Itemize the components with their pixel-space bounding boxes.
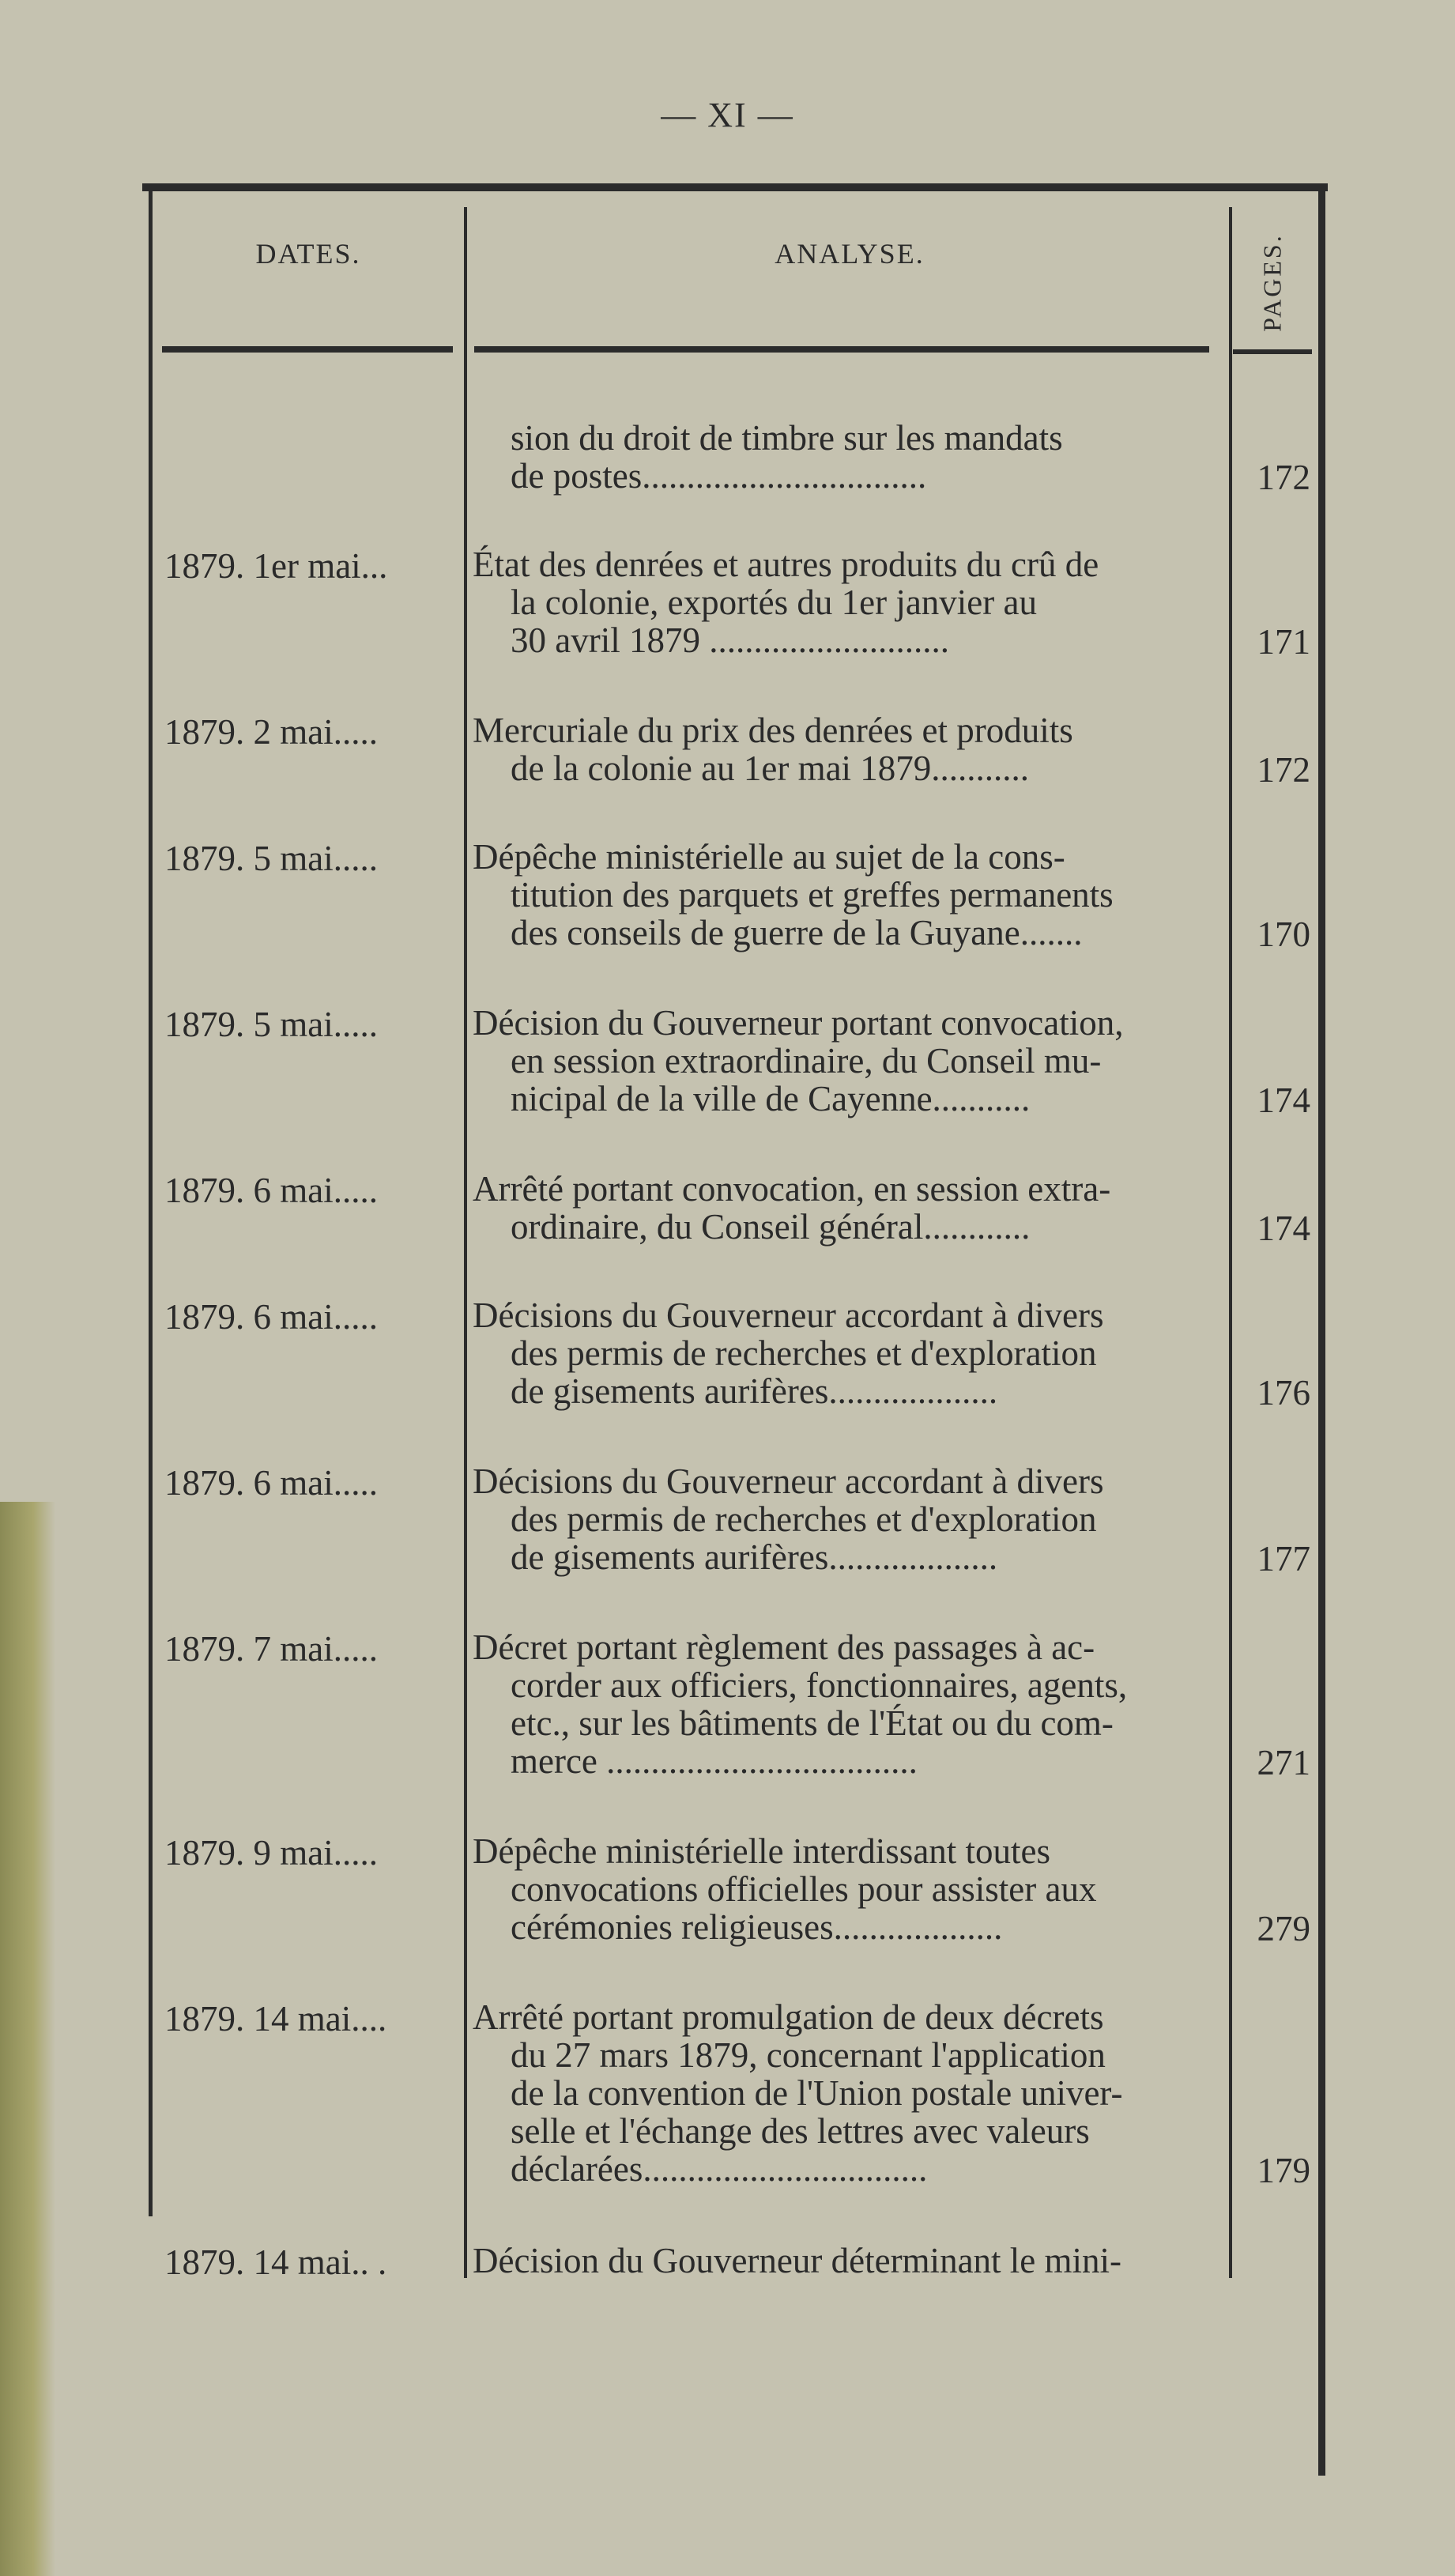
analysis-line: Décret portant règlement des passages à ac- (473, 1627, 1095, 1667)
entry-page: 279 (1257, 1909, 1310, 1948)
entry-analysis (473, 1004, 1216, 1118)
entry-analysis (473, 838, 1216, 952)
entry-date: 1879. 6 mai..... (164, 1463, 378, 1503)
analysis-line: Décisions du Gouverneur accordant à divers (473, 1296, 1104, 1335)
analysis-line: cérémonies religieuses................... (511, 1907, 1003, 1947)
analysis-line: selle et l'échange des lettres avec valeurs (511, 2111, 1090, 2151)
analysis-line: des permis de recherches et d'exploration (511, 1333, 1097, 1373)
column-divider-dates (464, 207, 467, 2278)
entry-analysis (473, 1832, 1216, 1946)
analysis-line: corder aux officiers, fonctionnaires, agents, (511, 1665, 1128, 1705)
header-analyse: ANALYSE. (775, 238, 925, 270)
entry-page: 271 (1257, 1743, 1310, 1782)
analysis-line: déclarées................................ (511, 2149, 928, 2189)
entry-date: 1879. 14 mai.. . (164, 2242, 387, 2282)
page-number: — XI — (661, 96, 794, 134)
analysis-line: de la colonie au 1er mai 1879........... (511, 749, 1030, 788)
analysis-line: des conseils de guerre de la Guyane....... (511, 913, 1083, 952)
analysis-line: du 27 mars 1879, concernant l'application (511, 2035, 1106, 2075)
analysis-line: Décision du Gouverneur déterminant le mini- (473, 2241, 1122, 2280)
left-border (149, 191, 153, 2216)
analysis-line: Décisions du Gouverneur accordant à divers (473, 1461, 1104, 1501)
analysis-line: 30 avril 1879 ........................... (511, 620, 949, 660)
entry-page: 170 (1257, 915, 1310, 954)
analysis-line: Mercuriale du prix des denrées et produits (473, 711, 1073, 750)
header-rule-pages (1233, 349, 1312, 354)
analysis-line: de postes................................ (511, 456, 927, 496)
entry-date: 1879. 5 mai..... (164, 1005, 378, 1044)
entry-page: 174 (1257, 1081, 1310, 1120)
entry-page: 176 (1257, 1373, 1310, 1412)
header-pages: PAGES. (1257, 232, 1287, 332)
analysis-line: merce ................................... (511, 1741, 918, 1781)
analysis-line: Arrêté portant convocation, en session extra- (473, 1169, 1111, 1209)
analysis-line: sion du droit de timbre sur les mandats (511, 418, 1063, 458)
entry-analysis (473, 1998, 1216, 2188)
analysis-line: en session extraordinaire, du Conseil mu- (511, 1041, 1102, 1081)
analysis-line: État des denrées et autres produits du crû de (473, 545, 1099, 584)
entry-analysis (473, 1628, 1216, 1780)
analysis-line: convocations officielles pour assister aux (511, 1869, 1097, 1909)
entry-analysis (473, 545, 1216, 659)
entry-page: 174 (1257, 1209, 1310, 1248)
entry-date: 1879. 9 mai..... (164, 1833, 378, 1873)
top-rule (142, 183, 1328, 191)
analysis-line: titution des parquets et greffes permanents (511, 875, 1114, 915)
header-pages-cell (1233, 207, 1312, 357)
analysis-line: la colonie, exportés du 1er janvier au (511, 583, 1037, 622)
analysis-line: Arrêté portant promulgation de deux décrets (473, 1997, 1104, 2037)
analysis-line: etc., sur les bâtiments de l'État ou du com- (511, 1703, 1114, 1743)
entry-date: 1879. 6 mai..... (164, 1171, 378, 1210)
entry-analysis (473, 1170, 1216, 1246)
entry-analysis (473, 711, 1216, 787)
entry-page: 179 (1257, 2151, 1310, 2190)
entry-date: 1879. 5 mai..... (164, 839, 378, 878)
entry-date: 1879. 14 mai.... (164, 1999, 387, 2039)
entry-page: 171 (1257, 622, 1310, 662)
entry-date: 1879. 2 mai..... (164, 712, 378, 752)
header-dates: DATES. (255, 238, 361, 270)
analysis-line: Dépêche ministérielle au sujet de la cons- (473, 837, 1065, 877)
header-rule-dates (162, 346, 453, 353)
analysis-line: nicipal de la ville de Cayenne........... (511, 1079, 1031, 1118)
analysis-line: de la convention de l'Union postale univer- (511, 2073, 1123, 2113)
analysis-line: ordinaire, du Conseil général............ (511, 1207, 1031, 1247)
header-rule-analyse (474, 346, 1209, 353)
entry-analysis (473, 1296, 1216, 1410)
entry-analysis (473, 419, 1216, 495)
analysis-line: de gisements aurifères................... (511, 1371, 998, 1411)
entry-analysis (473, 2242, 1216, 2280)
analysis-line: Décision du Gouverneur portant convocation, (473, 1003, 1124, 1043)
page-edge-stain (0, 1502, 55, 2576)
entry-page: 172 (1257, 458, 1310, 497)
entry-date: 1879. 1er mai... (164, 546, 388, 586)
entry-analysis (473, 1462, 1216, 1576)
analysis-line: de gisements aurifères................... (511, 1537, 998, 1577)
entry-date: 1879. 7 mai..... (164, 1629, 378, 1669)
entry-page: 177 (1257, 1539, 1310, 1578)
analysis-line: Dépêche ministérielle interdissant toutes (473, 1831, 1051, 1871)
analysis-line: des permis de recherches et d'exploration (511, 1499, 1097, 1539)
entry-page: 172 (1257, 750, 1310, 790)
entry-date: 1879. 6 mai..... (164, 1297, 378, 1337)
right-border (1318, 191, 1325, 2476)
